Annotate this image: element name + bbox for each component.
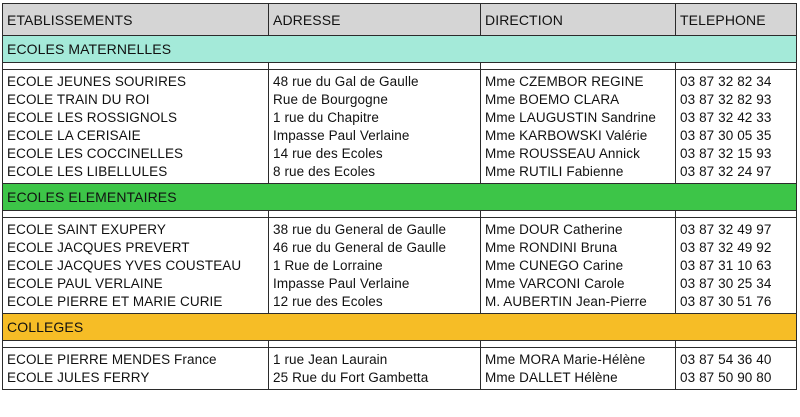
address-cell: Rue de Bourgogne: [269, 91, 481, 109]
establishment-name-cell: ECOLE PIERRE MENDES France: [3, 348, 269, 370]
header-phone: TELEPHONE: [676, 4, 797, 36]
phone-cell: 03 87 54 36 40: [676, 348, 797, 370]
spacer-cell: [676, 211, 797, 218]
spacer-cell: [3, 63, 269, 70]
table-row: [3, 293, 797, 314]
header-direction: DIRECTION: [481, 4, 676, 36]
director-cell: Mme VARCONI Carole: [481, 275, 676, 293]
address-cell: 1 rue du Chapitre: [269, 109, 481, 127]
spacer-cell: [481, 211, 676, 218]
table-row: [3, 257, 797, 275]
table-row: [3, 145, 797, 163]
header-address: ADRESSE: [269, 4, 481, 36]
section-title: ECOLES MATERNELLES: [3, 36, 797, 63]
table-row: [3, 70, 797, 92]
spacer-cell: [481, 341, 676, 348]
spacer-cell: [3, 211, 269, 218]
director-cell: Mme KARBOWSKI Valérie: [481, 127, 676, 145]
director-cell: M. AUBERTIN Jean-Pierre: [481, 293, 676, 314]
phone-cell: 03 87 32 82 34: [676, 70, 797, 92]
establishment-name-cell: ECOLE PAUL VERLAINE: [3, 275, 269, 293]
table-row: [3, 348, 797, 370]
phone-cell: 03 87 30 25 34: [676, 275, 797, 293]
address-cell: 25 Rue du Fort Gambetta: [269, 369, 481, 390]
section-header-row: [3, 314, 797, 341]
address-cell: 48 rue du Gal de Gaulle: [269, 70, 481, 92]
establishment-name-cell: ECOLE LES COCCINELLES: [3, 145, 269, 163]
establishment-name-cell: ECOLE SAINT EXUPERY: [3, 218, 269, 240]
spacer-cell: [269, 341, 481, 348]
phone-cell: 03 87 32 49 92: [676, 239, 797, 257]
phone-cell: 03 87 30 05 35: [676, 127, 797, 145]
table-row: [3, 91, 797, 109]
spacer-cell: [481, 63, 676, 70]
establishment-name-cell: ECOLE JULES FERRY: [3, 369, 269, 390]
director-cell: Mme DOUR Catherine: [481, 218, 676, 240]
table-row: [3, 369, 797, 390]
spacer-cell: [676, 341, 797, 348]
establishment-name-cell: ECOLE TRAIN DU ROI: [3, 91, 269, 109]
address-cell: Impasse Paul Verlaine: [269, 127, 481, 145]
spacer-cell: [676, 63, 797, 70]
address-cell: Impasse Paul Verlaine: [269, 275, 481, 293]
phone-cell: 03 87 30 51 76: [676, 293, 797, 314]
director-cell: Mme BOEMO CLARA: [481, 91, 676, 109]
director-cell: Mme RONDINI Bruna: [481, 239, 676, 257]
address-cell: 1 Rue de Lorraine: [269, 257, 481, 275]
spacer-cell: [269, 63, 481, 70]
table-row: [3, 109, 797, 127]
header-establishment: ETABLISSEMENTS: [3, 4, 269, 36]
table-row: [3, 163, 797, 184]
table-body: [3, 36, 797, 390]
address-cell: 38 rue du General de Gaulle: [269, 218, 481, 240]
section-title: COLLEGES: [3, 314, 797, 341]
phone-cell: 03 87 50 90 80: [676, 369, 797, 390]
director-cell: Mme CZEMBOR REGINE: [481, 70, 676, 92]
section-title: ECOLES ELEMENTAIRES: [3, 184, 797, 211]
director-cell: Mme ROUSSEAU Annick: [481, 145, 676, 163]
table-row: [3, 127, 797, 145]
section-header-row: [3, 36, 797, 63]
address-cell: 1 rue Jean Laurain: [269, 348, 481, 370]
section-spacer: [3, 63, 797, 70]
phone-cell: 03 87 32 82 93: [676, 91, 797, 109]
table-row: [3, 218, 797, 240]
section-header-row: [3, 184, 797, 211]
establishment-name-cell: ECOLE LES LIBELLULES: [3, 163, 269, 184]
phone-cell: 03 87 32 15 93: [676, 145, 797, 163]
establishment-name-cell: ECOLE JACQUES YVES COUSTEAU: [3, 257, 269, 275]
director-cell: Mme LAUGUSTIN Sandrine: [481, 109, 676, 127]
phone-cell: 03 87 32 49 97: [676, 218, 797, 240]
phone-cell: 03 87 32 42 33: [676, 109, 797, 127]
director-cell: Mme RUTILI Fabienne: [481, 163, 676, 184]
establishment-name-cell: ECOLE PIERRE ET MARIE CURIE: [3, 293, 269, 314]
phone-cell: 03 87 32 24 97: [676, 163, 797, 184]
address-cell: 46 rue du General de Gaulle: [269, 239, 481, 257]
section-spacer: [3, 211, 797, 218]
establishment-name-cell: ECOLE LA CERISAIE: [3, 127, 269, 145]
schools-directory-table: [2, 3, 797, 390]
header-row: [3, 4, 797, 36]
spacer-cell: [3, 341, 269, 348]
director-cell: Mme DALLET Hélène: [481, 369, 676, 390]
phone-cell: 03 87 31 10 63: [676, 257, 797, 275]
table-row: [3, 275, 797, 293]
director-cell: Mme MORA Marie-Hélène: [481, 348, 676, 370]
spacer-cell: [269, 211, 481, 218]
establishment-name-cell: ECOLE LES ROSSIGNOLS: [3, 109, 269, 127]
table-row: [3, 239, 797, 257]
director-cell: Mme CUNEGO Carine: [481, 257, 676, 275]
section-spacer: [3, 341, 797, 348]
establishment-name-cell: ECOLE JACQUES PREVERT: [3, 239, 269, 257]
establishment-name-cell: ECOLE JEUNES SOURIRES: [3, 70, 269, 92]
address-cell: 8 rue des Ecoles: [269, 163, 481, 184]
address-cell: 14 rue des Ecoles: [269, 145, 481, 163]
address-cell: 12 rue des Ecoles: [269, 293, 481, 314]
